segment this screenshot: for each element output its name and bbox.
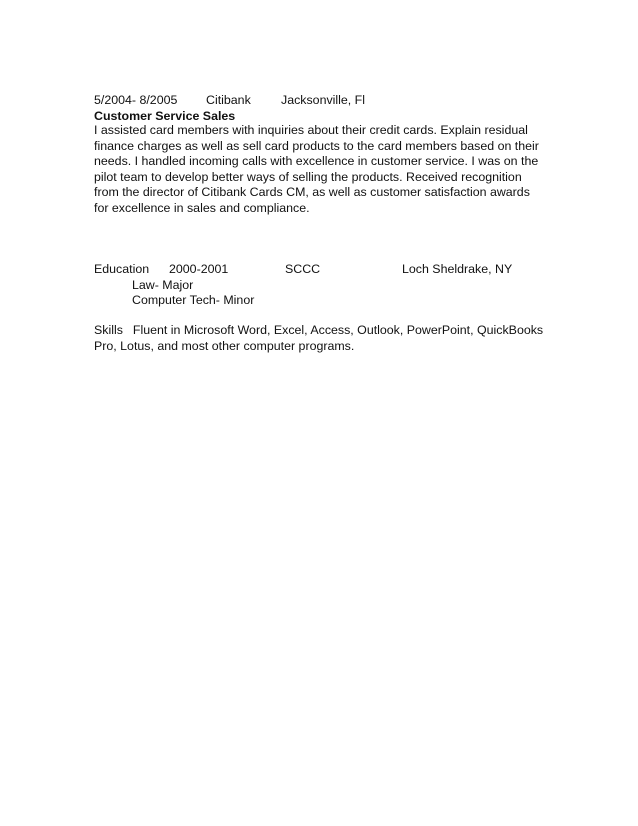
job-company: Citibank <box>206 93 251 107</box>
skills-text: Fluent in Microsoft Word, Excel, Access, Outlook, PowerPoint, QuickBooks Pro, Lotus, and most other computer programs. <box>94 323 544 353</box>
job-dates: 5/2004- 8/2005 <box>94 93 178 107</box>
education-school: SCCC <box>285 262 321 276</box>
education-location: Loch Sheldrake, NY <box>402 262 513 276</box>
skills-label: Skills <box>94 323 123 337</box>
education-years: 2000-2001 <box>169 262 229 276</box>
job-title: Customer Service Sales <box>94 109 236 123</box>
job-location: Jacksonville, Fl <box>281 93 366 107</box>
skills-section <box>94 322 544 354</box>
education-label: Education <box>94 262 150 276</box>
education-minor: Computer Tech- Minor <box>132 293 255 307</box>
education-major: Law- Major <box>132 278 194 292</box>
job-description: I assisted card members with inquiries about their credit cards. Explain residual finance charges as well as sell card products to the card members based on their needs. I handled incoming calls with excellence in customer service. I was on the pilot team to develop better ways of selling the products. Received recognition from the director of Citibank Cards CM, as well as customer satisfaction awards for excellence in sales and compliance. <box>94 123 539 215</box>
